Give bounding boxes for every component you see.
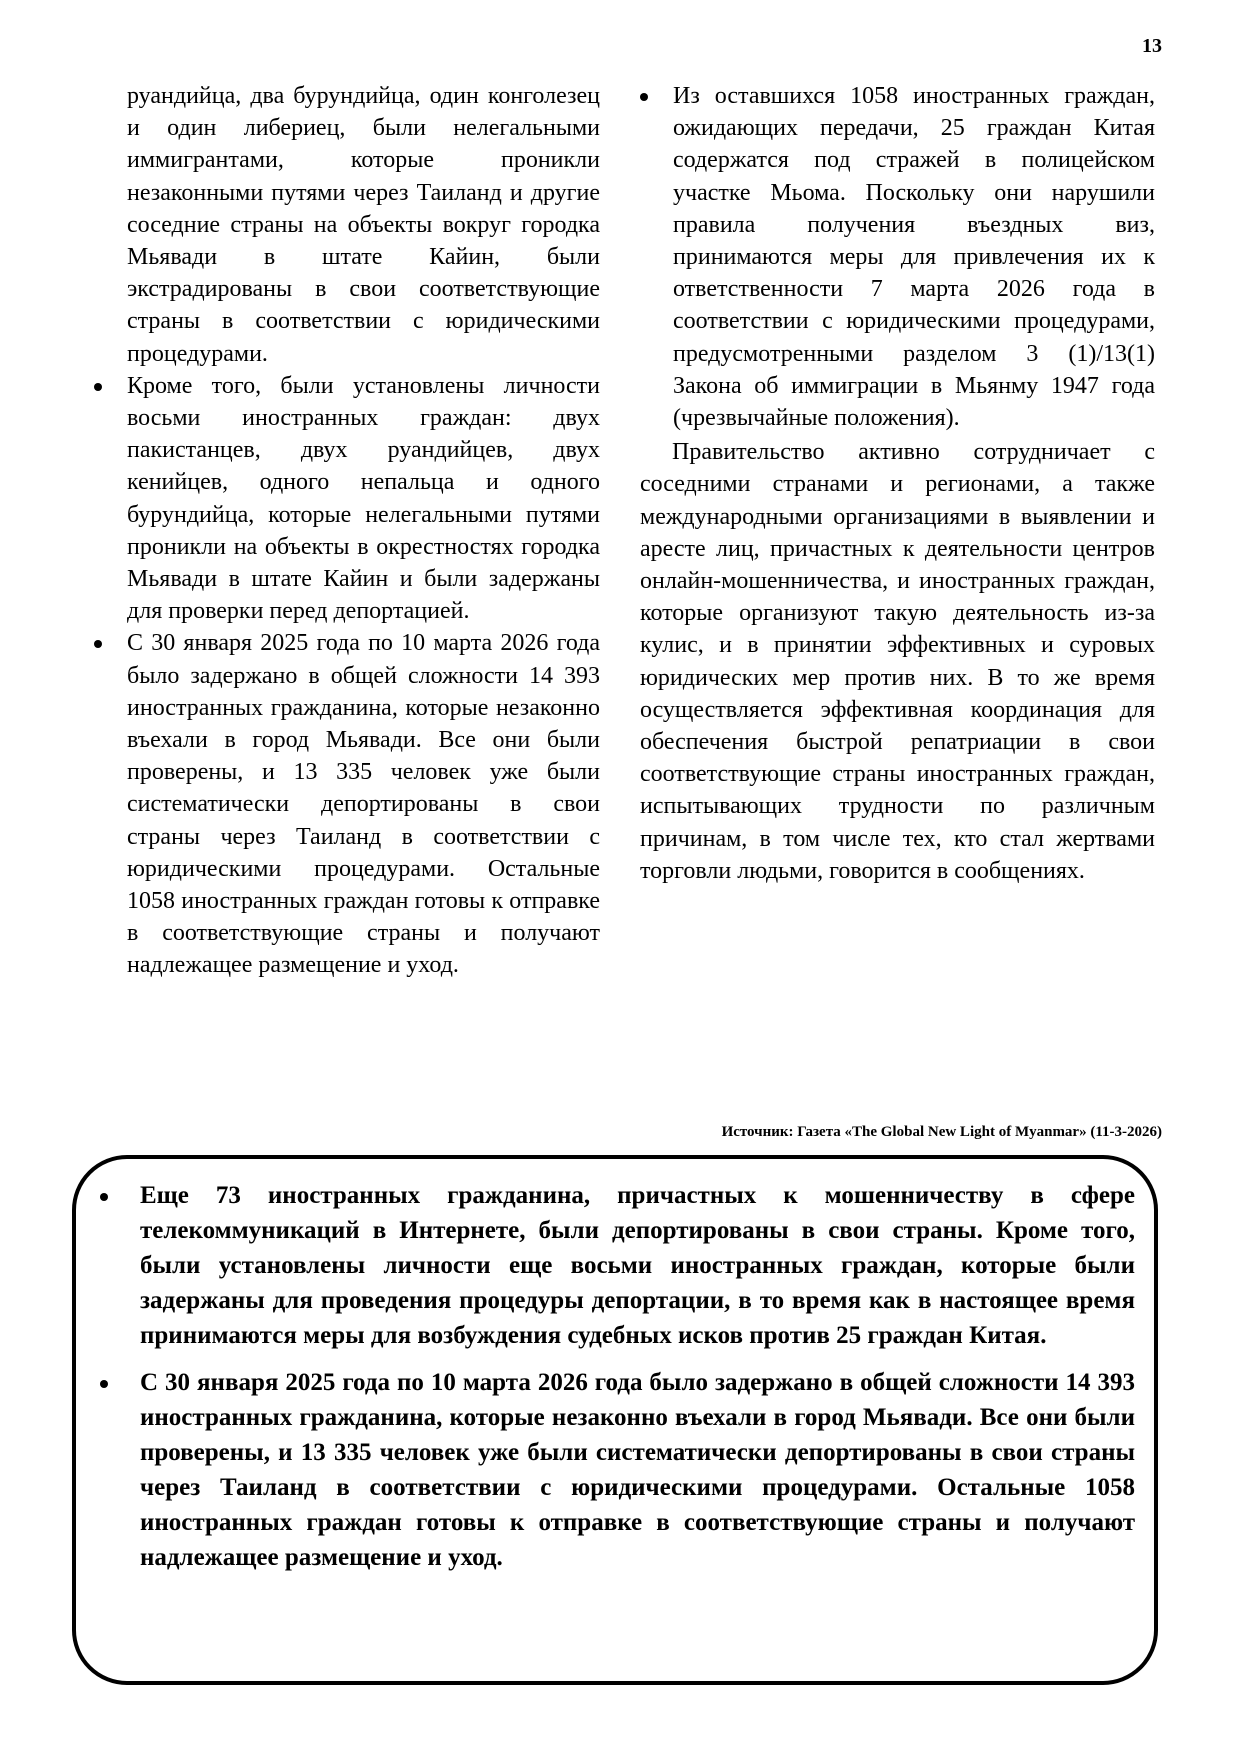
list-item-text: Из оставшихся 1058 иностранных граждан, ожидающих передачи, 25 граждан Китая содержатся под стражей в полицейском участке Мьома. Поскольку они нарушили правила получения въездных виз, принимаются меры для привлечения их к ответственности 7 марта 2026 года в соответствии с юридическими процедурами, предусмотренными разделом 3 (1)/13(1) Закона об иммиграции в Мьянму 1947 года (чрезвычайные положения). (673, 83, 1155, 432)
summary-list-item (100, 1178, 1135, 1353)
summary-list-item (100, 1365, 1135, 1575)
page-number: 13 (1142, 35, 1162, 57)
right-column (640, 80, 1155, 887)
list-item-text: С 30 января 2025 года по 10 марта 2026 года было задержано в общей сложности 14 393 иностранных гражданина, которые незаконно въехали в город Мьявади. Все они были проверены, и 13 335 человек уже были систематически депортированы в свои страны через Таиланд в соответствии с юридическими процедурами. Остальные 1058 иностранных граждан готовы к отправке в соответствующие страны и получают надлежащее размещение и уход. (127, 630, 600, 979)
list-item (94, 627, 600, 981)
summary-list-item-text: С 30 января 2025 года по 10 марта 2026 года было задержано в общей сложности 14 393 иностранных гражданина, которые незаконно въехали в город Мьявади. Все они были проверены, и 13 335 человек уже были систематически депортированы в свои страны через Таиланд в соответствии с юридическими процедурами. Остальные 1058 иностранных граждан готовы к отправке в соответствующие страны и получают надлежащее размещение и уход. (140, 1369, 1135, 1571)
list-item (640, 80, 1155, 434)
continuation-paragraph: руандийца, два бурундийца, один конголезец и один либериец, были нелегальными иммигрантами, которые проникли незаконными путями через Таиланд и другие соседние страны на объекты вокруг городка Мьявади в штате Кайин, были экстрадированы в свои соответствующие страны в соответствии с юридическими процедурами. (127, 83, 600, 367)
list-item-text: Кроме того, были установлены личности восьми иностранных граждан: двух пакистанцев, двух руандийцев, двух кенийцев, одного непальца и одного бурундийца, которые нелегальными путями проникли на объекты в окрестностях городка Мьявади в штате Кайин и были задержаны для проверки перед депортацией. (127, 372, 600, 625)
left-column (94, 80, 600, 982)
summary-list-item-text: Еще 73 иностранных гражданина, причастных к мошенничеству в сфере телекоммуникаций в Интернете, были депортированы в свои страны. Кроме того, были установлены личности еще восьми иностранных граждан, которые были задержаны для проведения процедуры депортации, в то время как в настоящее время принимаются меры для возбуждения судебных исков против 25 граждан Китая. (140, 1182, 1135, 1349)
body-paragraph: Правительство активно сотрудничает с соседними странами и регионами, а также международными организациями в выявлении и аресте лиц, причастных к деятельности центров онлайн-мошенничества, и иностранных граждан, которые организуют такую деятельность из-за кулис, и в принятии эффективных и суровых юридических мер против них. В то же время осуществляется эффективная координация для обеспечения быстрой репатриации в свои соответствующие страны иностранных граждан, испытывающих трудности по различным причинам, в том числе тех, кто стал жертвами торговли людьми, говорится в сообщениях. (640, 439, 1155, 884)
source-citation: Источник: Газета «The Global New Light of Myanmar» (11-3-2026) (721, 1124, 1162, 1140)
list-item (94, 370, 600, 628)
summary-box (100, 1178, 1135, 1587)
